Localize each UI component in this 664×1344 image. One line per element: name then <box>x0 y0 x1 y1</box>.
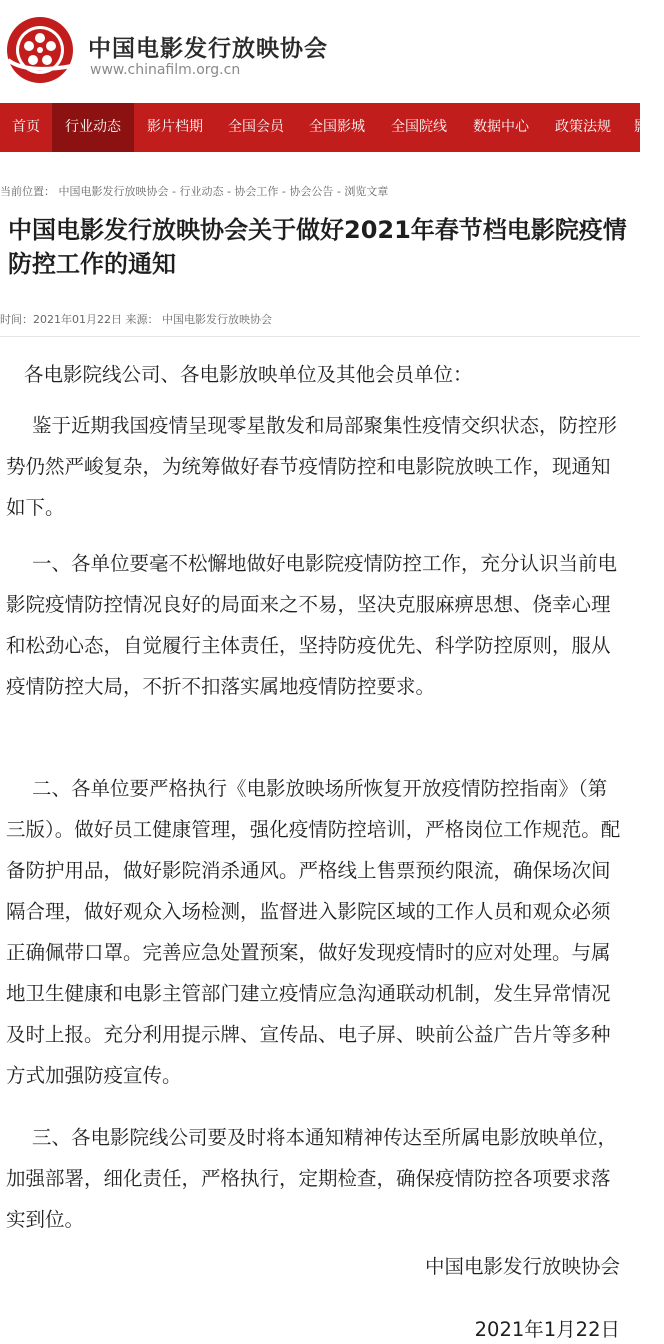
nav-item-data-center[interactable]: 数据中心 <box>473 119 529 135</box>
paragraph-2: 二、各单位要严格执行《电影放映场所恢复开放疫情防控指南》（第三版）。做好员工健康管理，强化疫情防控培训，严格岗位工作规范。配备防护用品，做好影院消杀通风。严格线上售票预约限流，确保场次间隔合理，做好观众入场检测，监督进入影院区域的工作人员和观众必须正确佩带口罩。完善应急处置预案，做好发现疫情时的应对处理。与属地卫生健康和电影主管部门建立疫情应急沟通联动机制，发生异常情况及时上报。充分利用提示牌、宣传品、电子屏、映前公益广告片等多种方式加强防疫宣传。 <box>6 777 621 1087</box>
site-header <box>0 0 640 103</box>
site-url[interactable]: www.chinafilm.org.cn <box>90 62 241 78</box>
nav-item-home[interactable]: 首页 <box>12 119 40 135</box>
notice-date: 2021年1月22日 <box>474 1318 620 1341</box>
paragraph-1: 一、各单位要毫不松懈地做好电影院疫情防控工作，充分认识当前电影院疫情防控情况良好的局面来之不易，坚决克服麻痹思想、侥幸心理和松劲心态，自觉履行主体责任，坚持防疫优先、科学防控原则，服从疫情防控大局，不折不扣落实属地疫情防控要求。 <box>6 552 618 698</box>
nav-item-film-schedule[interactable]: 影片档期 <box>147 119 203 135</box>
paragraph-3: 三、各电影院线公司要及时将本通知精神传达至所属电影放映单位，加强部署，细化责任，严格执行，定期检查，确保疫情防控各项要求落实到位。 <box>6 1126 618 1231</box>
divider <box>0 336 640 337</box>
nav-item-theater-chains[interactable]: 全国院线 <box>391 119 447 135</box>
nav-item-members[interactable]: 全国会员 <box>228 119 284 135</box>
nav-item-policies[interactable]: 政策法规 <box>555 119 611 135</box>
main-nav <box>0 103 648 152</box>
breadcrumb: 当前位置： 中国电影发行放映协会 - 行业动态 - 协会工作 - 协会公告 - 浏览文章 <box>0 185 389 198</box>
nav-item-truncated[interactable]: 影 <box>634 119 648 135</box>
paragraph-intro: 鉴于近期我国疫情呈现零星散发和局部聚集性疫情交织状态，防控形势仍然严峻复杂，为统筹做好春节疫情防控和电影院放映工作，现通知如下。 <box>6 414 618 519</box>
film-reel-logo-icon[interactable] <box>6 16 74 84</box>
signature: 中国电影发行放映协会 <box>424 1255 620 1278</box>
nav-item-industry-news[interactable]: 行业动态 <box>52 103 134 152</box>
site-name[interactable]: 中国电影发行放映协会 <box>88 36 328 62</box>
salutation: 各电影院线公司、各电影放映单位及其他会员单位： <box>24 363 473 386</box>
nav-item-cinemas[interactable]: 全国影城 <box>309 119 365 135</box>
article-meta: 时间：2021年01月22日 来源： 中国电影发行放映协会 <box>0 313 272 326</box>
article-title: 中国电影发行放映协会关于做好2021年春节档电影院疫情防控工作的通知 <box>8 216 627 278</box>
